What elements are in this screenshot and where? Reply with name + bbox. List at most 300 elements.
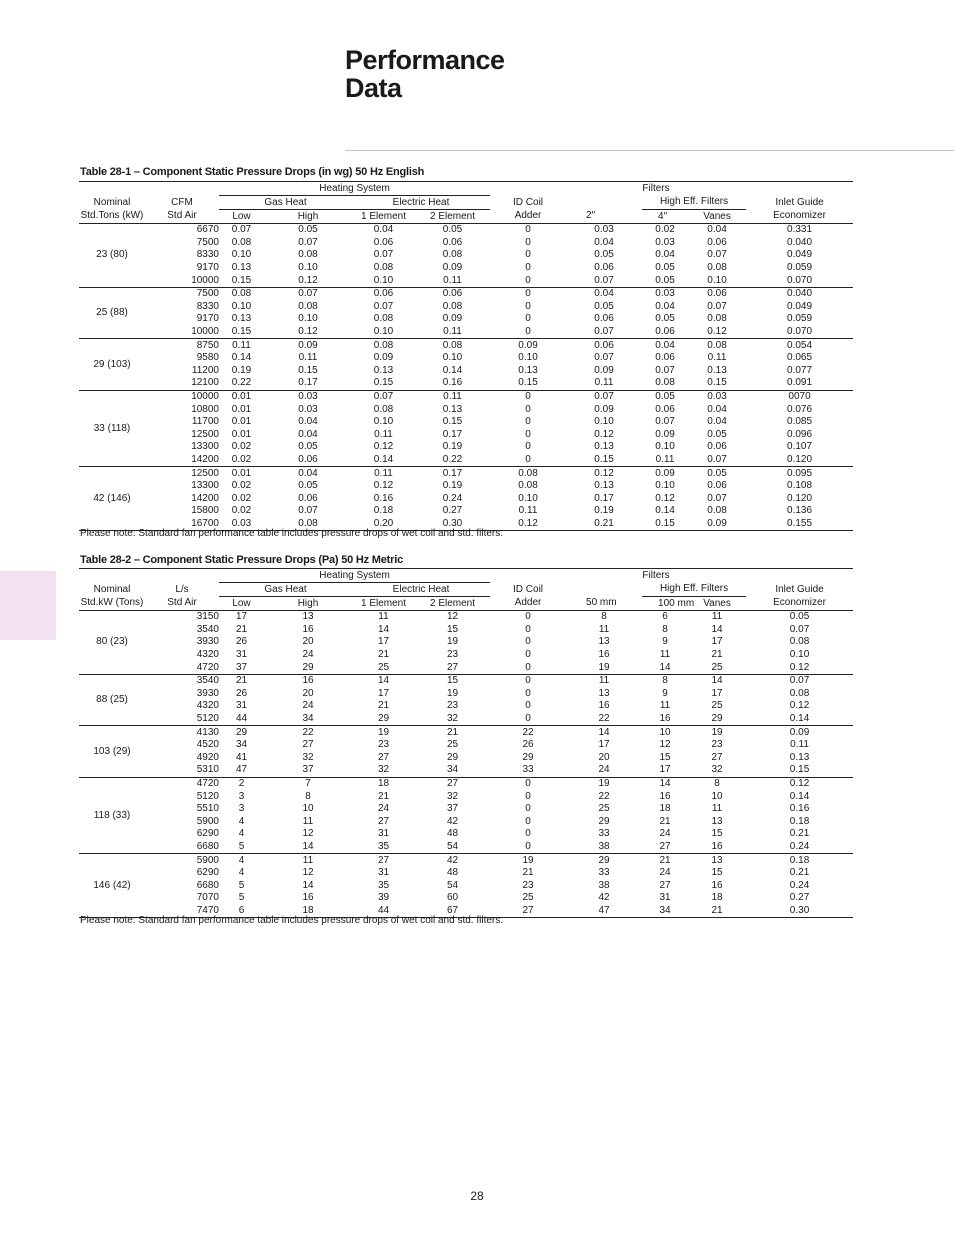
- table-cell: 0.06: [566, 339, 642, 352]
- table-cell: 0.05: [707, 428, 727, 440]
- header-inlet-guide: Inlet Guide: [775, 583, 824, 595]
- airflow-cell: 5510: [196, 803, 219, 815]
- table-cell: 8: [305, 790, 311, 802]
- table-cell: 0.17: [298, 377, 318, 389]
- table-cell: 0.04: [566, 287, 642, 300]
- table-cell: 31: [235, 649, 248, 661]
- table-row: [79, 467, 853, 480]
- table-row: [79, 377, 853, 390]
- table1-pressure-drops-english: [79, 181, 853, 531]
- table-cell: 32: [711, 764, 723, 776]
- table-cell: 0.08: [352, 339, 415, 352]
- table-cell: 0.077: [787, 364, 813, 376]
- table-cell: 38: [598, 879, 610, 891]
- table-cell: 0.17: [415, 467, 490, 480]
- table-cell: 0.08: [373, 403, 394, 415]
- table1-note: Please note: Standard fan performance table includes pressure drops of wet coil and std. filters.: [80, 528, 504, 539]
- table-cell: 4: [219, 854, 264, 867]
- table-cell: 31: [659, 892, 671, 904]
- airflow-cell: 10000: [191, 326, 219, 338]
- nominal-size-cell: 146 (42): [79, 854, 145, 918]
- table-row: [79, 674, 853, 687]
- table-cell: 37: [302, 764, 314, 776]
- table-cell: 16: [598, 649, 610, 661]
- table-cell: 0.13: [594, 441, 614, 453]
- table-cell: 21: [522, 867, 534, 879]
- header-filter-thick: 100 mm: [642, 597, 688, 611]
- table-cell: 0.10: [298, 313, 318, 325]
- table-cell: 0.18: [789, 815, 810, 827]
- airflow-cell: 9580: [196, 352, 219, 364]
- table-cell: 0: [525, 790, 531, 802]
- table-cell: 0.14: [442, 364, 463, 376]
- table-row: [79, 492, 853, 505]
- header-2-element: 2 Element: [415, 597, 490, 611]
- table-cell: 0.08: [264, 518, 352, 531]
- table-cell: [746, 182, 853, 196]
- table-cell: 0.07: [373, 249, 394, 261]
- table-cell: 26: [235, 636, 248, 648]
- table-cell: 0.03: [219, 518, 264, 531]
- table-cell: 0: [525, 828, 531, 840]
- header-filters: Filters: [566, 569, 746, 583]
- nominal-size-cell: 103 (29): [79, 726, 145, 777]
- table-cell: 12: [302, 867, 314, 879]
- table-row: [79, 713, 853, 726]
- header-vanes: Vanes: [688, 210, 746, 224]
- table-cell: 34: [235, 739, 248, 751]
- table-cell: 16: [711, 879, 723, 891]
- table-cell: 0.17: [594, 492, 614, 504]
- table-cell: 0.08: [688, 339, 746, 352]
- table-cell: 0.03: [594, 224, 614, 236]
- table-cell: 27: [415, 777, 490, 790]
- table-cell: 0.05: [298, 224, 318, 236]
- table-cell: 15: [446, 623, 459, 635]
- table-cell: 0.13: [594, 480, 614, 492]
- table-cell: 0: [525, 403, 531, 415]
- table-cell: 0: [525, 428, 531, 440]
- table-cell: 0.10: [594, 416, 614, 428]
- table-cell: 0.107: [787, 441, 813, 453]
- table-cell: 34: [302, 713, 314, 725]
- table-cell: 19: [446, 687, 459, 699]
- table-cell: 41: [235, 751, 248, 763]
- header-economizer: Economizer: [746, 597, 853, 611]
- table-cell: 0.02: [231, 480, 252, 492]
- table-cell: 14: [566, 726, 642, 739]
- table-cell: 9: [662, 687, 668, 699]
- table-row: [79, 688, 853, 701]
- airflow-cell: 6680: [196, 840, 219, 852]
- airflow-cell: 6670: [196, 224, 219, 236]
- table-cell: 27: [490, 905, 566, 918]
- table-cell: 0.11: [415, 390, 490, 403]
- page-title-line1: Performance: [345, 45, 505, 75]
- header-heating-system: Heating System: [219, 182, 490, 196]
- table-cell: 0.10: [373, 326, 394, 338]
- table-cell: 0.19: [442, 441, 463, 453]
- table-cell: 10: [711, 790, 723, 802]
- table-cell: 48: [446, 867, 459, 879]
- table-cell: 0.02: [231, 441, 252, 453]
- airflow-cell: 7470: [145, 905, 219, 918]
- table-cell: 18: [711, 892, 723, 904]
- table-cell: 16: [264, 674, 352, 687]
- nominal-size-cell: 33 (118): [79, 390, 145, 467]
- airflow-cell: 5900: [196, 815, 219, 827]
- table-cell: 48: [446, 828, 459, 840]
- table-cell: 0.14: [373, 453, 394, 465]
- header-id-coil: ID Coil: [513, 583, 544, 595]
- table-cell: 0.22: [231, 377, 252, 389]
- table-cell: 0.04: [264, 467, 352, 480]
- table-cell: 0.076: [787, 403, 813, 415]
- table-cell: 0.05: [655, 262, 675, 274]
- table-cell: 29: [522, 751, 534, 763]
- table-cell: 21: [642, 854, 688, 867]
- table-cell: 0.21: [566, 518, 642, 531]
- header-airflow-unit: L/s: [175, 583, 189, 595]
- table-cell: 0.05: [442, 224, 463, 236]
- table-cell: 0.08: [707, 262, 727, 274]
- table-cell: 0.06: [707, 236, 727, 248]
- table-cell: 0.13: [442, 403, 463, 415]
- header-high-eff-filters: High Eff. Filters: [642, 583, 746, 597]
- table-cell: 0.05: [298, 480, 318, 492]
- table-cell: 0.11: [707, 352, 727, 364]
- table-cell: 42: [415, 854, 490, 867]
- table-cell: 0.10: [373, 274, 394, 286]
- table-cell: 27: [659, 879, 671, 891]
- table-row: [79, 287, 853, 300]
- table2-caption: Table 28-2 – Component Static Pressure Drops (Pa) 50 Hz Metric: [80, 554, 403, 566]
- nominal-size-cell: 42 (146): [79, 467, 145, 531]
- table-cell: 0.07: [594, 274, 614, 286]
- header-nominal: Nominal: [93, 196, 131, 208]
- page-title-line2: Data: [345, 73, 402, 103]
- table-cell: 0.21: [789, 867, 810, 879]
- table-cell: 0.01: [219, 390, 264, 403]
- table-cell: 0: [490, 287, 566, 300]
- airflow-cell: 13300: [191, 441, 219, 453]
- table-cell: 0.155: [746, 518, 853, 531]
- airflow-cell: 11700: [191, 416, 219, 428]
- table-row: [79, 828, 853, 841]
- table-cell: 33: [598, 867, 610, 879]
- table-row: [79, 739, 853, 752]
- table-cell: 0.06: [373, 236, 394, 248]
- table-cell: 0.13: [518, 364, 538, 376]
- table-cell: 11: [711, 803, 723, 815]
- table-cell: 20: [598, 751, 610, 763]
- table-cell: 0.03: [264, 390, 352, 403]
- table-cell: 26: [235, 687, 248, 699]
- table-row: [79, 661, 853, 674]
- table-cell: 0.10: [298, 262, 318, 274]
- table-row: [79, 892, 853, 905]
- airflow-cell: 6290: [196, 828, 219, 840]
- table-cell: 14: [642, 777, 688, 790]
- table-cell: 67: [415, 905, 490, 918]
- table-cell: 0.07: [789, 623, 810, 635]
- table-cell: 0.04: [298, 428, 318, 440]
- table-cell: 0.07: [594, 352, 614, 364]
- table-cell: 0: [525, 313, 531, 325]
- table-cell: 0.15: [231, 274, 252, 286]
- table-cell: 0.05: [594, 249, 614, 261]
- table-cell: 37: [446, 803, 459, 815]
- airflow-cell: 9170: [196, 313, 219, 325]
- table-cell: 0: [525, 453, 531, 465]
- table-cell: 0.09: [594, 364, 614, 376]
- table-cell: 0: [525, 840, 531, 852]
- table-cell: 0.04: [707, 403, 727, 415]
- table-cell: 34: [446, 764, 459, 776]
- airflow-cell: 10000: [191, 274, 219, 286]
- table-cell: 0.04: [707, 416, 727, 428]
- airflow-cell: 5900: [145, 854, 219, 867]
- table-cell: 0.02: [231, 453, 252, 465]
- table-row: [79, 249, 853, 262]
- table-cell: 0.11: [790, 739, 809, 751]
- table-cell: 0.15: [642, 518, 688, 531]
- table-cell: 12: [659, 739, 671, 751]
- table-cell: 0.08: [442, 300, 463, 312]
- header-high-eff-filters: High Eff. Filters: [642, 196, 746, 210]
- table-cell: 21: [377, 790, 390, 802]
- table-cell: 6: [662, 611, 668, 623]
- table-cell: 0.040: [787, 236, 813, 248]
- table-cell: 0: [525, 687, 531, 699]
- header-electric-heat: Electric Heat: [352, 196, 490, 210]
- table-cell: 0.12: [789, 700, 810, 712]
- table-cell: 25: [598, 803, 610, 815]
- table-cell: 0.10: [373, 416, 394, 428]
- table-cell: 0.06: [688, 287, 746, 300]
- table-cell: 8: [642, 674, 688, 687]
- table-cell: 0.07: [298, 236, 318, 248]
- table-cell: 0.08: [789, 687, 810, 699]
- table-cell: 7: [264, 777, 352, 790]
- table-cell: 0.12: [655, 492, 675, 504]
- table-cell: 0: [525, 416, 531, 428]
- header-gas-low: Low: [219, 210, 264, 224]
- table-cell: 0070: [746, 390, 853, 403]
- table-cell: 0.24: [442, 492, 463, 504]
- table-cell: 33: [598, 828, 610, 840]
- table-row: [79, 700, 853, 713]
- table-cell: 0.096: [787, 428, 813, 440]
- table-cell: 25: [377, 661, 390, 673]
- table-cell: 0.15: [231, 326, 252, 338]
- table-cell: 27: [377, 751, 390, 763]
- table-cell: 25: [446, 739, 459, 751]
- table2-pressure-drops-metric: [79, 568, 853, 918]
- table-cell: 17: [235, 611, 248, 623]
- table-cell: 4: [238, 815, 245, 827]
- table-cell: 27: [446, 661, 459, 673]
- table-cell: 5: [238, 879, 245, 891]
- table-cell: 14: [659, 661, 671, 673]
- table-cell: 0.08: [231, 236, 252, 248]
- table-cell: 23: [377, 739, 390, 751]
- table-cell: 23: [446, 649, 459, 661]
- table-row: [79, 441, 853, 454]
- table-cell: 14: [711, 623, 723, 635]
- header-filter-thick: 4″: [642, 210, 688, 224]
- airflow-cell: 4130: [145, 726, 219, 739]
- table-cell: 0.27: [789, 892, 810, 904]
- nominal-size-cell: 80 (23): [79, 611, 145, 675]
- header-filter-thin: 2″: [566, 210, 642, 224]
- airflow-cell: 8330: [196, 300, 219, 312]
- table-cell: 21: [235, 623, 248, 635]
- header-gas-high: High: [264, 597, 352, 611]
- table-cell: 0.11: [219, 339, 264, 352]
- table-cell: 0.11: [443, 274, 462, 286]
- table-cell: 32: [302, 751, 314, 763]
- table-cell: 13: [302, 611, 314, 623]
- table-cell: 0.05: [642, 390, 688, 403]
- table-cell: 25: [711, 661, 723, 673]
- table-cell: 0.06: [442, 236, 463, 248]
- table-cell: 0.09: [490, 339, 566, 352]
- table-row: [79, 390, 853, 403]
- table-cell: 29: [711, 713, 723, 725]
- table-cell: 0.070: [787, 326, 813, 338]
- table-cell: 24: [659, 867, 671, 879]
- airflow-cell: 4520: [196, 739, 219, 751]
- table-cell: 0: [525, 326, 531, 338]
- table-row: [79, 480, 853, 493]
- table-cell: 0.08: [490, 467, 566, 480]
- table-cell: 0.07: [707, 300, 727, 312]
- table-cell: 10: [302, 803, 314, 815]
- table-cell: 4: [238, 867, 245, 879]
- table-cell: 0.04: [655, 300, 675, 312]
- table-cell: 0.10: [655, 441, 675, 453]
- table-cell: 0.059: [787, 313, 813, 325]
- table-cell: 60: [446, 892, 459, 904]
- airflow-cell: 4920: [196, 751, 219, 763]
- table-cell: 0.09: [442, 313, 463, 325]
- table-cell: 16: [659, 790, 671, 802]
- header-std-air: Std Air: [145, 210, 219, 224]
- table-cell: 0.22: [442, 453, 463, 465]
- table-cell: 0.04: [298, 416, 318, 428]
- table-cell: 27: [659, 840, 671, 852]
- table-cell: 0.03: [655, 236, 675, 248]
- table-cell: 17: [377, 636, 390, 648]
- table-cell: 0.24: [789, 840, 810, 852]
- table-cell: 0.049: [787, 249, 813, 261]
- table-row: [79, 416, 853, 429]
- table-cell: 0.091: [787, 377, 813, 389]
- table-cell: 0.08: [442, 249, 463, 261]
- airflow-cell: 8750: [145, 339, 219, 352]
- header-1-element: 1 Element: [352, 210, 415, 224]
- table-cell: 0.21: [789, 828, 810, 840]
- table-cell: 21: [415, 726, 490, 739]
- table-row: [79, 816, 853, 829]
- table-cell: 16: [659, 713, 671, 725]
- table-cell: 0.05: [655, 313, 675, 325]
- table-cell: 20: [302, 687, 314, 699]
- header-inlet-guide: Inlet Guide: [775, 196, 824, 208]
- table-cell: 0.09: [594, 403, 614, 415]
- table-cell: 0.08: [373, 262, 394, 274]
- table-cell: 0: [525, 300, 531, 312]
- table-cell: [145, 182, 219, 196]
- table-cell: 0: [525, 249, 531, 261]
- table-cell: 0.27: [442, 505, 463, 517]
- airflow-cell: 11200: [191, 364, 219, 376]
- table-cell: [145, 569, 219, 583]
- table-cell: 0.03: [642, 287, 688, 300]
- table-cell: 5: [238, 892, 245, 904]
- table-cell: 0.12: [594, 428, 614, 440]
- table-cell: 0.30: [415, 518, 490, 531]
- table-cell: 0.08: [518, 480, 538, 492]
- table-cell: 0.12: [373, 480, 394, 492]
- table-cell: 24: [302, 700, 314, 712]
- table-cell: 0.04: [594, 236, 614, 248]
- side-tab-marker: [0, 571, 56, 640]
- table-cell: 6: [219, 905, 264, 918]
- table-cell: 32: [446, 790, 459, 802]
- table-cell: 13: [598, 636, 610, 648]
- table-cell: 0.10: [231, 300, 252, 312]
- table-cell: 27: [377, 815, 390, 827]
- table-cell: 0.01: [219, 467, 264, 480]
- table-cell: 0: [525, 441, 531, 453]
- table-row: [79, 854, 853, 867]
- table-cell: 0.17: [442, 428, 463, 440]
- table-cell: 17: [711, 636, 723, 648]
- table-cell: 0.07: [655, 364, 675, 376]
- table-cell: 0: [490, 390, 566, 403]
- table-cell: 0.07: [352, 390, 415, 403]
- airflow-cell: 10800: [191, 403, 219, 415]
- header-filters: Filters: [566, 182, 746, 196]
- airflow-cell: 7500: [145, 287, 219, 300]
- page-title: [345, 46, 505, 102]
- table-cell: 25: [522, 892, 534, 904]
- table-cell: 0: [525, 713, 531, 725]
- table-cell: 11: [264, 854, 352, 867]
- table-cell: 16: [598, 700, 610, 712]
- table-cell: 42: [598, 892, 610, 904]
- airflow-cell: 5120: [196, 790, 219, 802]
- airflow-cell: 4720: [196, 661, 219, 673]
- table-cell: 37: [235, 661, 248, 673]
- table-cell: 0: [490, 777, 566, 790]
- table-cell: 8: [688, 777, 746, 790]
- table-cell: [746, 569, 853, 583]
- table-cell: 0.15: [594, 453, 614, 465]
- table-cell: 0.06: [298, 492, 318, 504]
- header-gas-heat: Gas Heat: [219, 196, 352, 210]
- airflow-cell: 6290: [196, 867, 219, 879]
- table-cell: 10: [642, 726, 688, 739]
- table-cell: 0.331: [787, 224, 813, 236]
- table-cell: 0.20: [352, 518, 415, 531]
- table-row: [79, 274, 853, 287]
- table-cell: 33: [522, 764, 534, 776]
- table-cell: 11: [711, 611, 723, 623]
- table-row: [79, 624, 853, 637]
